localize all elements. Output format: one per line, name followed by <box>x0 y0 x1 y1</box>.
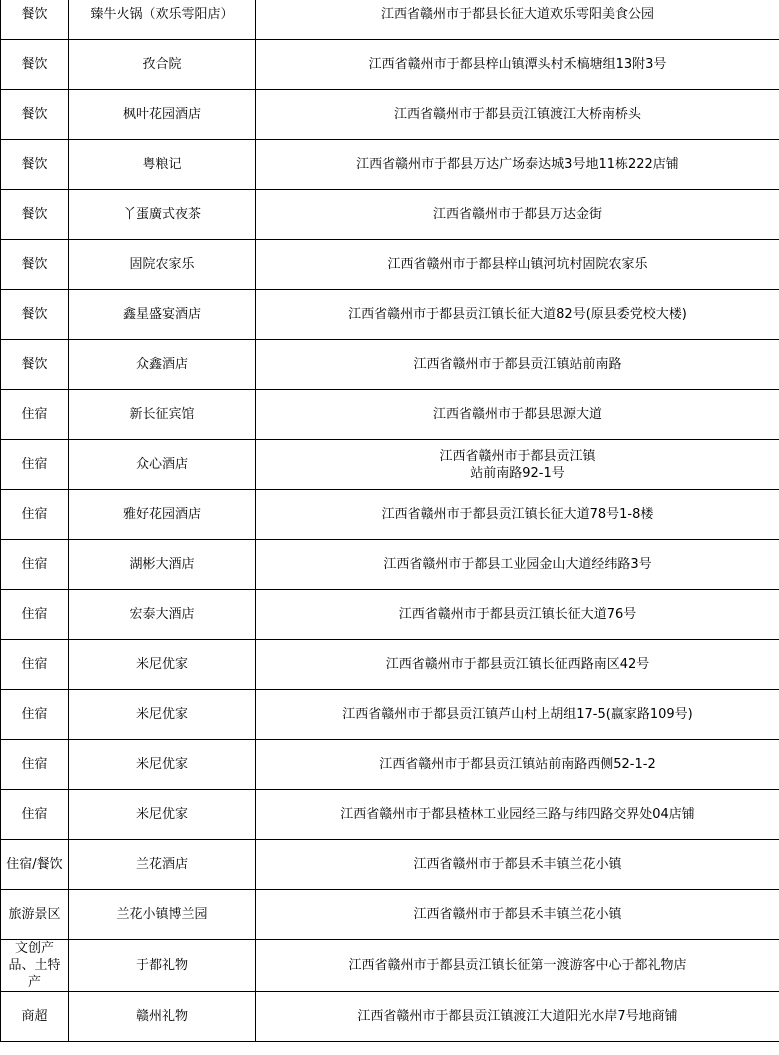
merchant-name-cell: 湖彬大酒店 <box>69 540 256 590</box>
address-line: 江西省赣州市于都县万达广场泰达城3号地11栋222店铺 <box>356 157 679 172</box>
merchant-name-cell: 新长征宾馆 <box>69 390 256 440</box>
address-line: 江西省赣州市于都县禾丰镇兰花小镇 <box>413 907 622 922</box>
address-line: 江西省赣州市于都县贡江镇站前南路西侧52-1-2 <box>379 757 656 772</box>
table-row <box>1 992 779 1042</box>
table-row <box>1 390 779 440</box>
address-line: 江西省赣州市于都县长征大道欢乐雩阳美食公园 <box>380 7 654 22</box>
address-cell <box>256 640 779 690</box>
address-line: 江西省赣州市于都县贡江镇长征大道82号(原县委党校大楼) <box>348 307 687 322</box>
address-line: 江西省赣州市于都县梓山镇河坑村固院农家乐 <box>387 257 648 272</box>
address-cell <box>256 690 779 740</box>
category-cell: 住宿 <box>1 490 69 540</box>
merchant-name-cell: 固院农家乐 <box>69 240 256 290</box>
category-cell: 餐饮 <box>1 90 69 140</box>
category-cell: 商超 <box>1 992 69 1042</box>
address-cell <box>256 540 779 590</box>
table-row <box>1 940 779 992</box>
table-row <box>1 540 779 590</box>
address-cell <box>256 490 779 540</box>
address-line: 江西省赣州市于都县贡江镇站前南路 <box>413 357 622 372</box>
address-line: 江西省赣州市于都县贡江镇长征大道78号1-8楼 <box>381 507 654 522</box>
category-cell: 餐饮 <box>1 290 69 340</box>
table-row <box>1 340 779 390</box>
address-line: 江西省赣州市于都县贡江镇长征第一渡游客中心于都礼物店 <box>348 958 687 973</box>
merchant-name-cell: 雅好花园酒店 <box>69 490 256 540</box>
table-row <box>1 840 779 890</box>
address-cell <box>256 190 779 240</box>
merchant-name-cell: 米尼优家 <box>69 640 256 690</box>
merchant-name-cell: 宏泰大酒店 <box>69 590 256 640</box>
category-cell: 餐饮 <box>1 190 69 240</box>
address-line: 江西省赣州市于都县思源大道 <box>432 407 602 422</box>
category-cell: 旅游景区 <box>1 890 69 940</box>
merchant-name-cell: 米尼优家 <box>69 740 256 790</box>
category-cell: 住宿/餐饮 <box>1 840 69 890</box>
address-cell <box>256 440 779 490</box>
category-cell: 住宿 <box>1 640 69 690</box>
address-line: 站前南路92-1号 <box>470 465 565 481</box>
merchant-name-cell: 于都礼物 <box>69 940 256 992</box>
address-cell <box>256 40 779 90</box>
address-line: 江西省赣州市于都县贡江镇渡江大桥南桥头 <box>393 107 641 122</box>
address-line: 江西省赣州市于都县贡江镇渡江大道阳光水岸7号地商铺 <box>357 1009 678 1024</box>
address-line: 江西省赣州市于都县梓山镇潭头村禾槁塘组13附3号 <box>368 57 667 72</box>
address-cell <box>256 140 779 190</box>
address-line: 江西省赣州市于都县贡江镇芦山村上胡组17-5(嬴家路109号) <box>342 707 693 722</box>
category-cell: 住宿 <box>1 440 69 490</box>
table-row <box>1 240 779 290</box>
address-cell <box>256 740 779 790</box>
merchant-name-cell: 众心酒店 <box>69 440 256 490</box>
address-cell <box>256 240 779 290</box>
table-row <box>1 890 779 940</box>
table-row <box>1 590 779 640</box>
table-row <box>1 640 779 690</box>
address-line: 江西省赣州市于都县万达金街 <box>432 207 602 222</box>
merchant-name-cell: 兰花酒店 <box>69 840 256 890</box>
address-cell <box>256 290 779 340</box>
table-row <box>1 0 779 40</box>
address-cell <box>256 340 779 390</box>
category-cell: 住宿 <box>1 740 69 790</box>
merchant-name-cell: 臻牛火锅（欢乐雩阳店） <box>69 0 256 40</box>
category-cell: 餐饮 <box>1 240 69 290</box>
address-cell <box>256 390 779 440</box>
address-line: 江西省赣州市于都县贡江镇长征西路南区42号 <box>385 657 650 672</box>
category-cell: 住宿 <box>1 690 69 740</box>
merchant-name-cell: 米尼优家 <box>69 690 256 740</box>
table-row <box>1 690 779 740</box>
address-cell <box>256 0 779 40</box>
category-cell: 住宿 <box>1 390 69 440</box>
merchant-name-cell: 众鑫酒店 <box>69 340 256 390</box>
address-cell <box>256 840 779 890</box>
address-cell <box>256 992 779 1042</box>
merchant-name-cell: 枫叶花园酒店 <box>69 90 256 140</box>
address-line: 江西省赣州市于都县贡江镇长征大道76号 <box>398 607 637 622</box>
table-row <box>1 140 779 190</box>
merchant-name-cell: 鑫星盛宴酒店 <box>69 290 256 340</box>
table-row <box>1 740 779 790</box>
address-line: 江西省赣州市于都县贡江镇 <box>439 448 596 464</box>
category-cell: 餐饮 <box>1 40 69 90</box>
table-row <box>1 40 779 90</box>
address-cell <box>256 90 779 140</box>
table-row <box>1 290 779 340</box>
address-line: 江西省赣州市于都县禾丰镇兰花小镇 <box>413 857 622 872</box>
category-cell: 住宿 <box>1 590 69 640</box>
category-cell: 餐饮 <box>1 340 69 390</box>
address-cell <box>256 940 779 992</box>
address-line: 江西省赣州市于都县工业园金山大道经纬路3号 <box>383 557 652 572</box>
category-cell: 餐饮 <box>1 140 69 190</box>
merchant-name-cell: 米尼优家 <box>69 790 256 840</box>
merchant-name-cell: 孜合院 <box>69 40 256 90</box>
merchant-name-cell: 粤粮记 <box>69 140 256 190</box>
merchant-table-body <box>1 0 779 1042</box>
address-line: 江西省赣州市于都县楂林工业园经三路与纬四路交界处04店铺 <box>340 807 695 822</box>
category-cell: 住宿 <box>1 790 69 840</box>
merchant-name-cell: 丫蛋廣式夜茶 <box>69 190 256 240</box>
address-cell <box>256 890 779 940</box>
merchant-name-cell: 兰花小镇博兰园 <box>69 890 256 940</box>
table-row <box>1 790 779 840</box>
table-row <box>1 90 779 140</box>
merchant-name-cell: 赣州礼物 <box>69 992 256 1042</box>
table-row <box>1 490 779 540</box>
table-row <box>1 440 779 490</box>
address-cell <box>256 590 779 640</box>
category-cell: 文创产品、土特产 <box>1 940 69 992</box>
table-row <box>1 190 779 240</box>
address-cell <box>256 790 779 840</box>
category-cell: 住宿 <box>1 540 69 590</box>
category-cell: 餐饮 <box>1 0 69 40</box>
